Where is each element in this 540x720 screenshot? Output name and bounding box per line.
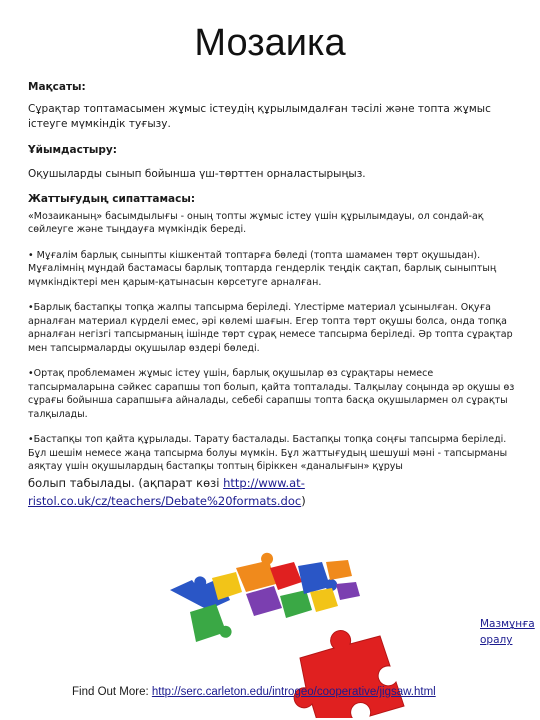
find-out-more xyxy=(72,684,532,700)
puzzle-piece-yellow-2 xyxy=(310,588,338,612)
bullet-2: •Барлық бастапқы топқа жалпы тапсырма беріледі. Үлестірме материал ұсынылған. Оқуға арналған материал күрделі емес, әрі көлемі шағын. Егер топта төрт оқушы болса, онда топқа арналған негізгі тапсырманың ішінде төрт сұрақ немесе тапсырма беріледі. Әр топта сұрақтар мен тапсырмаларды оқушылар өздері бөледі. xyxy=(28,302,513,354)
section-heading-uiymdastyru: Ұйымдастыру: xyxy=(28,144,117,156)
puzzle-pieces-cluster xyxy=(170,553,360,642)
puzzle-piece-orange-2 xyxy=(326,560,352,580)
bullet-1: • Мұғалім барлық сыныпты кішкентай топтарға бөледі (топта шамамен төрт оқушыдан). Мұғалімнің мұндай бастамасы барлық топтарда гендерлік теңдік сақтап, барлық сыныптың мүмкіндіктері мен қарым-қатынасын көрсетуге арналған. xyxy=(28,249,497,288)
source-line xyxy=(28,474,518,510)
back-to-contents-link[interactable]: Мазмұнға оралу xyxy=(480,618,535,646)
main-content xyxy=(28,80,518,510)
bullet-3: •Ортақ проблемамен жұмыс істеу үшін, барлық оқушылар өз сұрақтары немесе тапсырмаларына сәйкес сарапшы топ болып, қайта топталады. Талқылау соңында әр оқушы өз сұрағы бойынша сарапшыға айналады, себебі сарапшы топта басқа оқушылармен ол сұрақты талқылады. xyxy=(28,368,515,420)
puzzle-piece-orange xyxy=(236,553,276,592)
section-heading-maksat: Мақсаты: xyxy=(28,81,86,93)
puzzle-piece-purple-2 xyxy=(336,582,360,600)
source-link[interactable]: http://www.at-ristol.co.uk/cz/teachers/Debate%20formats.doc xyxy=(28,475,305,508)
find-out-label: Find Out More: xyxy=(72,686,152,698)
source-close: ) xyxy=(301,493,306,508)
source-prefix: болып табылады. (ақпарат көзі xyxy=(28,475,224,490)
bullet-4: •Бастапқы топ қайта құрылады. Тарату басталады. Бастапқы топқа соңғы тапсырма беріледі. Бұл шешім немесе жаңа тапсырма болуы мүмкін. Бұл жаттығудың шешуші мәні - тапсырманы аяқтау үшін оқушылардың бастапқы топтың біріккен «даналығын» құруы xyxy=(28,434,508,472)
find-out-link[interactable]: http://serc.carleton.edu/introgeo/cooperative/jigsaw.html xyxy=(151,686,436,698)
maksat-text: Сұрақтар топтамасымен жұмыс істеудің құрылымдалған тәсілі және топта жұмыс істеуге мүмкіндік туғызу. xyxy=(28,103,491,130)
uiymdastyru-text: Оқушыларды сынып бойынша үш-төрттен орналастырыңыз. xyxy=(28,168,366,180)
puzzle-piece-green xyxy=(190,604,232,642)
section-heading-zhattygu: Жаттығудың сипаттамасы: xyxy=(28,192,196,205)
puzzle-piece-red-small xyxy=(270,562,302,590)
zhattygu-intro: «Мозаиканың» басымдылығы - оның топты жұмыс істеу үшін құрылымдауы, ол сондай-ақ сөйлеуге және тыңдауға мүмкіндік береді. xyxy=(28,210,484,235)
page-title: Мозаика xyxy=(194,22,346,64)
puzzle-piece-red-large xyxy=(294,631,404,718)
puzzle-piece-green-2 xyxy=(280,590,312,618)
